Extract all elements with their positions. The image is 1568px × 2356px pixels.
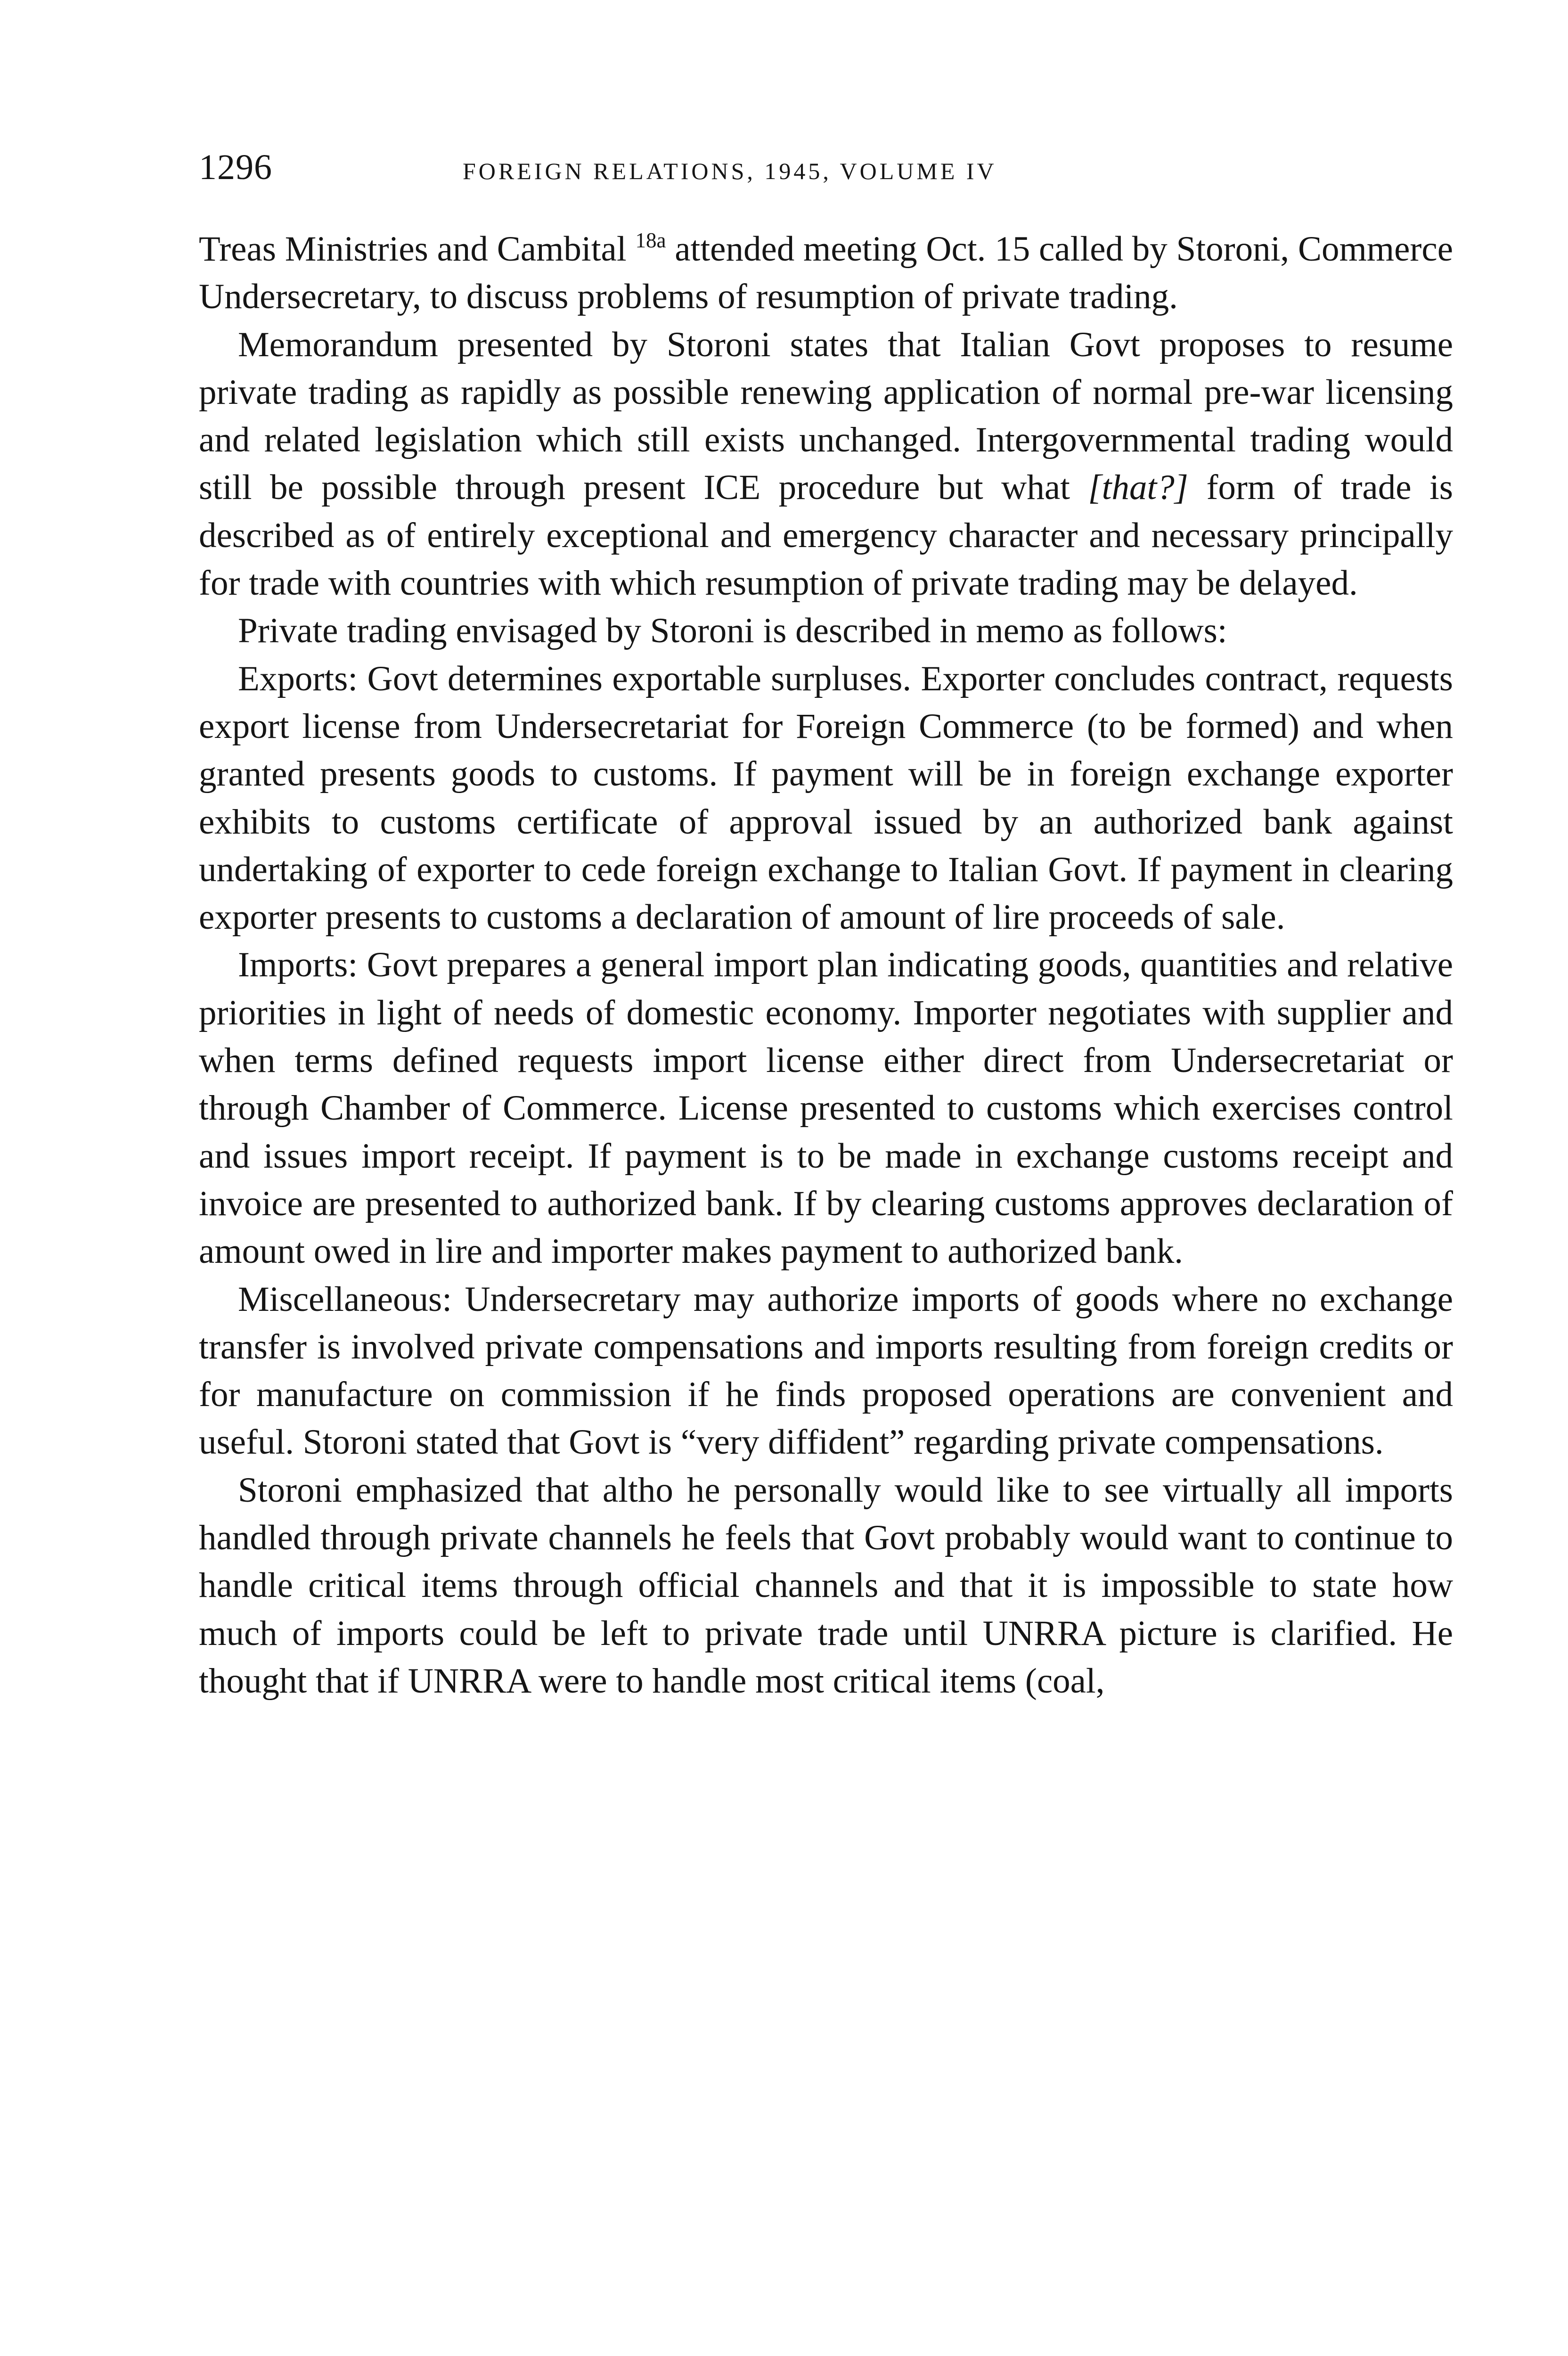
paragraph-2-lead: Memorandum presented by Storoni states that Italian Govt proposes to resume private trading as rapidly as possible renewing application of normal pre-war licensing and related legislation which still exists unchanged. Intergovernmental trading would still be possible through present ICE procedure but what bbox=[199, 325, 1453, 507]
paragraph-1 bbox=[199, 225, 1453, 321]
page-number: 1296 bbox=[199, 147, 272, 187]
paragraph-2 bbox=[199, 321, 1453, 607]
paragraph-imports: Imports: Govt prepares a general import plan indicating goods, quantities and relative priorities in light of needs of domestic economy. Importer negotiates with supplier and when terms defined requests import license either direct from Undersecretariat or through Chamber of Commerce. License presented to customs which exercises control and issues import receipt. If payment is to be made in exchange customs receipt and invoice are presented to authorized bank. If by clearing customs approves declaration of amount owed in lire and importer makes payment to authorized bank. bbox=[199, 945, 1453, 1271]
paragraph-2-rest: form of trade is described as of entirely exceptional and emergency character and necessary principally for trade with countries with which resumption of private trading may be delayed. bbox=[199, 468, 1453, 603]
body-text bbox=[199, 225, 1453, 1705]
editorial-insertion: [that?] bbox=[1088, 468, 1188, 507]
running-head: FOREIGN RELATIONS, 1945, VOLUME IV bbox=[463, 158, 997, 184]
footnote-reference: 18a bbox=[635, 229, 666, 252]
paragraph-7: Storoni emphasized that altho he personally would like to see virtually all imports handled through private channels he feels that Govt probably would want to continue to handle critical items through official channels and that it is impossible to state how much of imports could be left to private trade until UNRRA picture is clarified. He thought that if UNRRA were to handle most critical items (coal, bbox=[199, 1470, 1453, 1701]
paragraph-exports: Exports: Govt determines exportable surpluses. Exporter concludes contract, requests export license from Undersecretariat for Foreign Commerce (to be formed) and when granted presents goods to customs. If payment will be in foreign exchange exporter exhibits to customs certificate of approval issued by an authorized bank against undertaking of exporter to cede foreign exchange to Italian Govt. If payment in clearing exporter presents to customs a declaration of amount of lire proceeds of sale. bbox=[199, 659, 1453, 937]
page-header bbox=[199, 141, 1453, 193]
paragraph-miscellaneous: Miscellaneous: Undersecretary may authorize imports of goods where no exchange transfer is involved private compensations and imports resulting from foreign credits or for manufacture on commission if he finds proposed operations are convenient and useful. Storoni stated that Govt is “very diffident” regarding private compensations. bbox=[199, 1279, 1453, 1462]
paragraph-1-lead: Treas Ministries and Cambital bbox=[199, 229, 627, 269]
paragraph-1-rest: attended meeting Oct. 15 called by Storoni, Commerce Undersecretary, to discuss problems of resumption of private trading. bbox=[199, 229, 1453, 317]
paragraph-3: Private trading envisaged by Storoni is described in memo as follows: bbox=[238, 611, 1227, 651]
